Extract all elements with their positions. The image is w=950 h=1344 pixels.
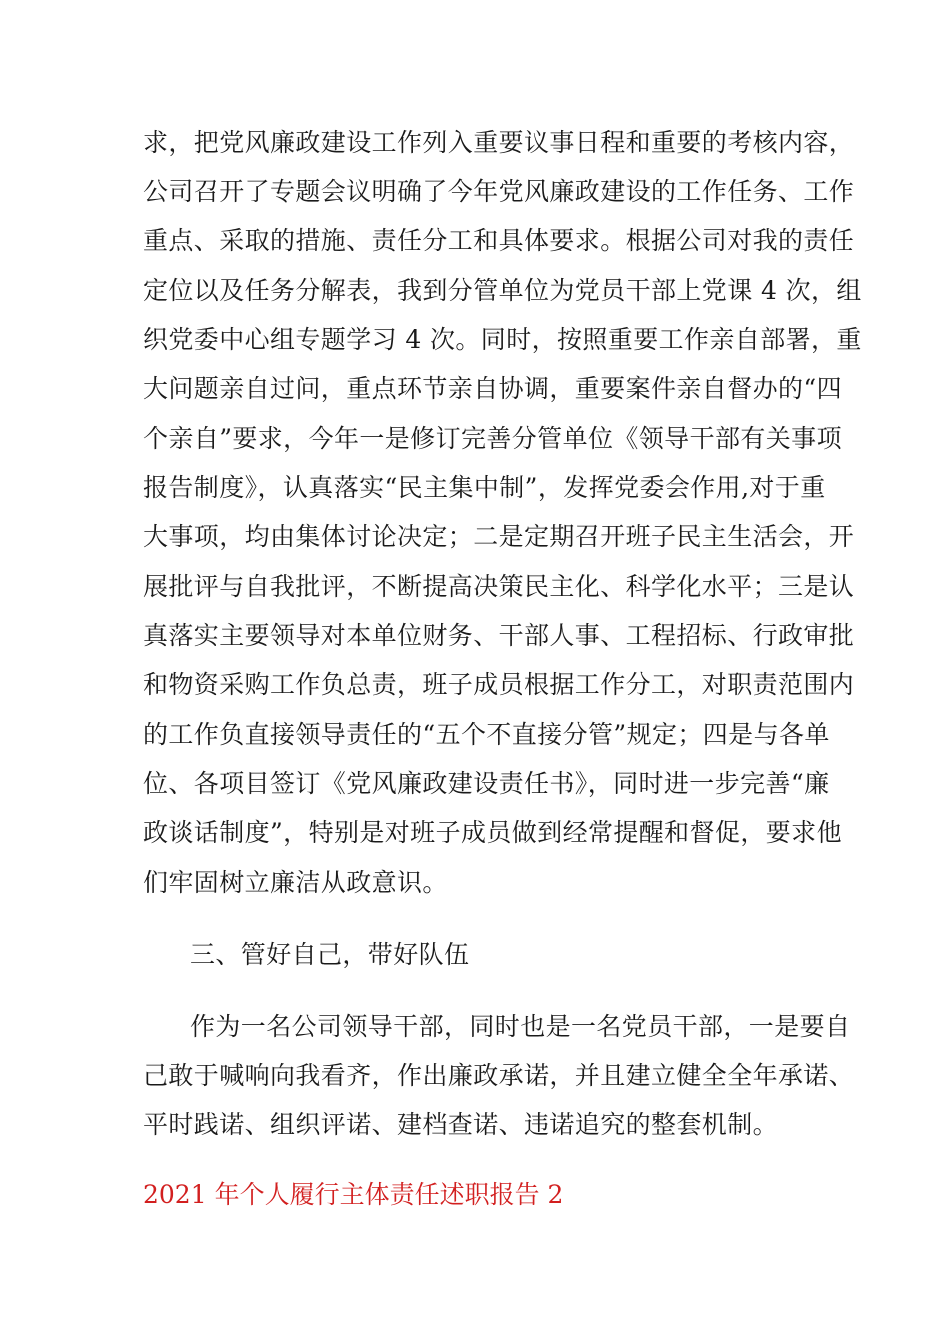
paragraph-1-line-3: 重点、采取的措施、责任分工和具体要求。根据公司对我的责任 [143,226,855,255]
paragraph-1-line-2: 公司召开了专题会议明确了今年党风廉政建设的工作任务、工作 [143,177,855,206]
paragraph-1-line-12: 和物资采购工作负总责，班子成员根据工作分工，对职责范围内 [143,670,855,699]
paragraph-1-line-7: 个亲自”要求，今年一是修订完善分管单位《领导干部有关事项 [143,424,842,453]
paragraph-1-line-10: 展批评与自我批评，不断提高决策民主化、科学化水平；三是认 [143,572,855,601]
paragraph-2-line-2: 己敢于喊响向我看齐，作出廉政承诺，并且建立健全全年承诺、 [143,1061,855,1090]
paragraph-1-line-13: 的工作负直接领导责任的“五个不直接分管”规定；四是与各单 [143,720,830,749]
next-report-title: 2021 年个人履行主体责任述职报告 2 [143,1180,564,1209]
paragraph-1-line-11: 真落实主要领导对本单位财务、干部人事、工程招标、行政审批 [143,621,855,650]
paragraph-1-line-1: 求，把党风廉政建设工作列入重要议事日程和重要的考核内容， [143,128,855,157]
section-heading: 三、管好自己，带好队伍 [190,940,470,969]
paragraph-1-line-8: 报告制度》，认真落实“民主集中制”，发挥党委会作用,对于重 [143,473,826,502]
paragraph-1-line-15: 政谈话制度”，特别是对班子成员做到经常提醒和督促，要求他 [143,818,842,847]
paragraph-1-line-5: 织党委中心组专题学习 4 次。同时，按照重要工作亲自部署，重 [143,325,862,354]
paragraph-1-line-14: 位、各项目签订《党风廉政建设责任书》，同时进一步完善“廉 [143,769,830,798]
paragraph-1-line-9: 大事项，均由集体讨论决定；二是定期召开班子民主生活会，开 [143,522,855,551]
paragraph-2-line-1: 作为一名公司领导干部，同时也是一名党员干部，一是要自 [190,1012,851,1041]
paragraph-1-line-6: 大问题亲自过问，重点环节亲自协调，重要案件亲自督办的“四 [143,374,842,403]
paragraph-2-line-3: 平时践诺、组织评诺、建档查诺、违诺追究的整套机制。 [143,1110,779,1139]
paragraph-1-line-16: 们牢固树立廉洁从政意识。 [143,868,448,897]
paragraph-1-line-4: 定位以及任务分解表，我到分管单位为党员干部上党课 4 次，组 [143,276,862,305]
